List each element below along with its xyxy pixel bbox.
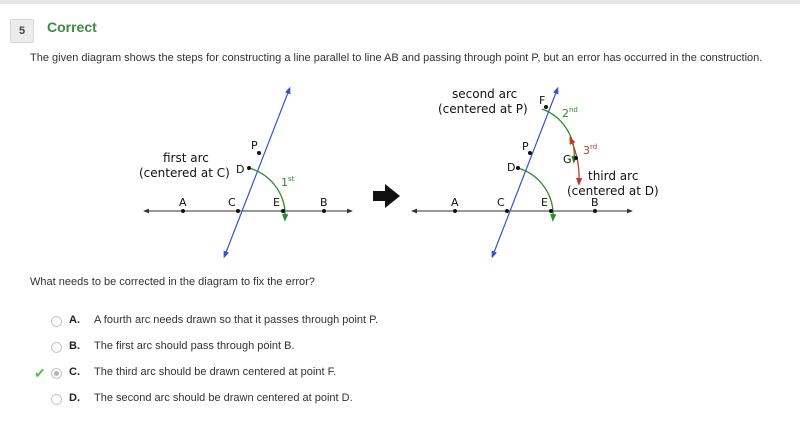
label-c-right: C	[497, 196, 505, 209]
answer-choice-d[interactable]	[30, 391, 630, 411]
second-arc-caption-1: second arc	[452, 87, 518, 101]
second-arc-caption-2: (centered at P)	[438, 102, 528, 116]
label-b-left: B	[320, 196, 328, 209]
right-arrow-icon	[373, 184, 400, 208]
radio-button-b[interactable]	[51, 342, 62, 353]
second-arc-label: 2nd	[562, 106, 578, 120]
left-diagram	[139, 90, 350, 255]
radio-button-a[interactable]	[51, 316, 62, 327]
question-number: 5	[10, 19, 34, 43]
point-b-left	[322, 209, 326, 213]
choice-text-b: The first arc should pass through point B.	[94, 340, 295, 352]
answer-choice-b[interactable]	[30, 339, 630, 359]
point-e-left	[281, 209, 285, 213]
choice-letter-d: D.	[69, 392, 80, 404]
label-a-right: A	[451, 196, 459, 209]
answer-choice-c[interactable]	[30, 365, 630, 385]
label-d-right: D	[507, 161, 516, 174]
label-c-left: C	[228, 196, 236, 209]
question-prompt: What needs to be corrected in the diagram to fix the error?	[30, 276, 315, 288]
status-label: Correct	[47, 19, 97, 35]
first-arc-caption-1: first arc	[163, 151, 209, 165]
point-b-right	[593, 209, 597, 213]
choice-text-c: The third arc should be drawn centered at point F.	[94, 366, 337, 378]
point-a-left	[181, 209, 185, 213]
first-arc-caption-2: (centered at C)	[139, 166, 230, 180]
transversal-left	[225, 90, 289, 255]
point-c-left	[236, 209, 240, 213]
label-a-left: A	[179, 196, 187, 209]
point-a-right	[453, 209, 457, 213]
checkmark-icon: ✔	[34, 365, 46, 381]
label-p-left: P	[251, 139, 258, 152]
point-d-right	[516, 166, 520, 170]
third-arc-caption-1: third arc	[588, 169, 639, 183]
choice-text-d: The second arc should be drawn centered at point D.	[94, 392, 353, 404]
label-f-right: F	[539, 94, 546, 107]
label-e-left: E	[273, 196, 280, 209]
right-diagram	[414, 87, 659, 255]
third-arc-label: 3rd	[583, 143, 598, 157]
choice-letter-a: A.	[69, 314, 80, 326]
label-d-left: D	[236, 163, 245, 176]
question-text: The given diagram shows the steps for constructing a line parallel to line AB and passing through point P, but an error has occurred in the construction.	[30, 52, 763, 64]
first-arc-label: 1st	[281, 175, 295, 189]
label-e-right: E	[541, 196, 548, 209]
point-d-left	[247, 166, 251, 170]
label-g-right: G	[563, 153, 572, 166]
label-p-right: P	[522, 140, 529, 153]
third-arc-caption-2: (centered at D)	[567, 184, 659, 198]
third-arc	[571, 140, 579, 182]
radio-button-c[interactable]	[51, 368, 62, 379]
choice-letter-c: C.	[69, 366, 80, 378]
point-e-right	[549, 209, 553, 213]
choice-letter-b: B.	[69, 340, 80, 352]
point-g-right	[574, 156, 578, 160]
label-b-right: B	[591, 196, 599, 209]
point-c-right	[505, 209, 509, 213]
radio-button-d[interactable]	[51, 394, 62, 405]
choice-text-a: A fourth arc needs drawn so that it passes through point P.	[94, 314, 379, 326]
answer-choice-a[interactable]	[30, 313, 630, 333]
